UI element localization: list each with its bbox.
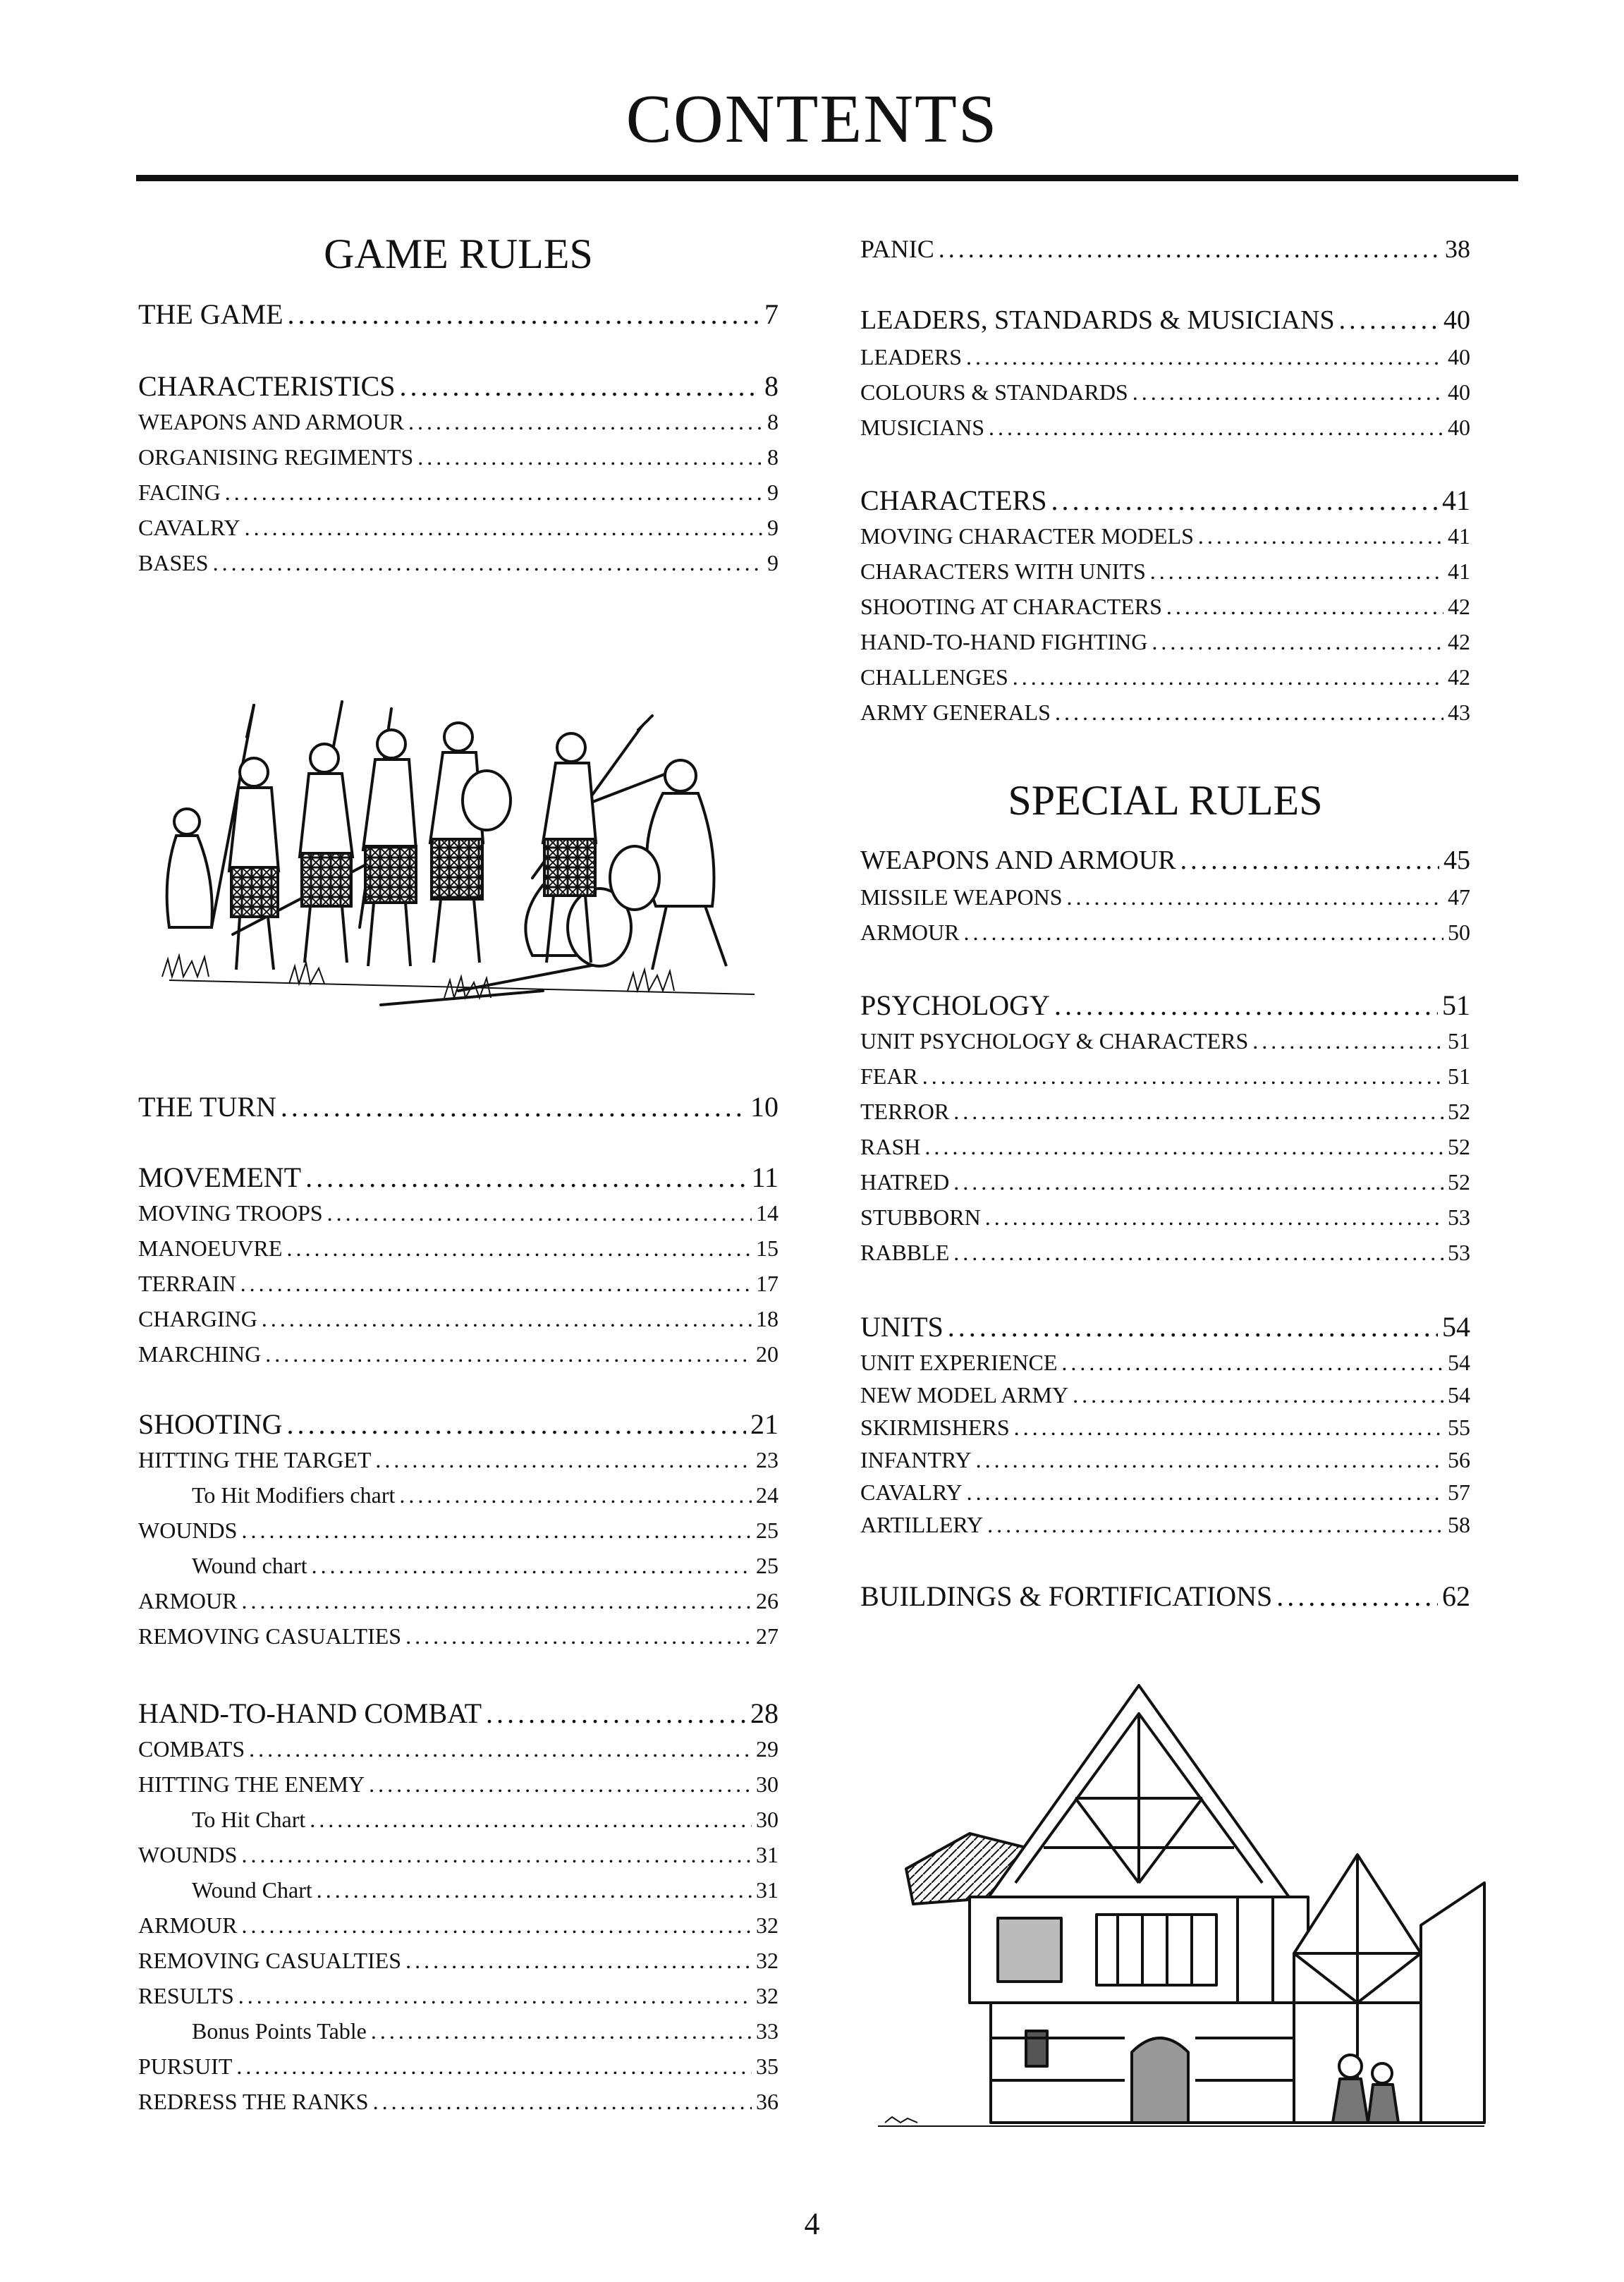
dot-leader [265, 1341, 752, 1367]
entry-label: COLOURS & STANDARDS [860, 379, 1128, 405]
toc-entry[interactable] [138, 1200, 779, 1226]
dot-leader [1061, 1350, 1443, 1376]
entry-label: CHARACTERS WITH UNITS [860, 559, 1146, 584]
toc-entry[interactable] [860, 884, 1470, 910]
entry-label: WOUNDS [138, 1842, 238, 1867]
toc-entry[interactable] [860, 594, 1470, 620]
dot-leader [310, 1807, 752, 1833]
toc-entry[interactable] [860, 1028, 1470, 1054]
toc-entry[interactable] [860, 845, 1470, 876]
entry-label: HAND-TO-HAND FIGHTING [860, 629, 1148, 654]
soldiers-illustration [148, 695, 769, 1019]
dot-leader [249, 1736, 752, 1762]
entry-page: 8 [767, 409, 779, 434]
dot-leader [1014, 1415, 1443, 1441]
dot-leader [405, 1623, 752, 1649]
entry-label: Wound Chart [192, 1877, 312, 1903]
entry-label: REMOVING CASUALTIES [138, 1623, 402, 1649]
entry-page: 32 [756, 1983, 779, 2008]
dot-leader [400, 370, 761, 403]
toc-entry[interactable] [860, 1204, 1470, 1231]
toc-entry[interactable] [138, 1161, 779, 1194]
entry-label: ARMY GENERALS [860, 700, 1051, 725]
entry-label: THE GAME [138, 298, 283, 330]
dot-leader [369, 1771, 752, 1798]
entry-page: 53 [1448, 1204, 1470, 1230]
entry-label: HATRED [860, 1169, 950, 1195]
toc-entry[interactable] [138, 1771, 779, 1798]
toc-entry[interactable] [860, 559, 1470, 585]
entry-label: PSYCHOLOGY [860, 989, 1050, 1021]
entry-label: PURSUIT [138, 2054, 233, 2079]
entry-label: To Hit Modifiers chart [192, 1482, 396, 1508]
entry-label: TERRAIN [138, 1271, 236, 1296]
dot-leader [1073, 1382, 1443, 1408]
entry-page: 32 [756, 1912, 779, 1938]
dot-leader [405, 1948, 752, 1974]
entry-label: LEADERS, STANDARDS & MUSICIANS [860, 305, 1335, 335]
entry-page: 57 [1448, 1479, 1470, 1505]
toc-entry[interactable] [860, 1415, 1470, 1441]
toc-entry[interactable] [860, 664, 1470, 690]
toc-entry[interactable] [138, 1306, 779, 1332]
entry-page: 8 [767, 444, 779, 470]
toc-entry[interactable] [138, 444, 779, 470]
toc-entry[interactable] [860, 415, 1470, 441]
entry-page: 36 [756, 2089, 779, 2114]
toc-entry[interactable] [138, 1408, 779, 1441]
entry-page: 54 [1442, 1311, 1470, 1343]
entry-label: STUBBORN [860, 1204, 981, 1230]
dot-leader [989, 415, 1443, 441]
toc-entry[interactable] [860, 1350, 1470, 1376]
entry-label: HITTING THE ENEMY [138, 1771, 365, 1797]
entry-label: MUSICIANS [860, 415, 985, 440]
entry-page: 8 [764, 370, 779, 402]
entry-label: WEAPONS AND ARMOUR [860, 846, 1176, 875]
entry-page: 28 [750, 1697, 779, 1729]
entry-page: 20 [756, 1341, 779, 1367]
entry-page: 23 [756, 1447, 779, 1472]
entry-label: CHALLENGES [860, 664, 1008, 690]
entry-label: SHOOTING AT CHARACTERS [860, 594, 1162, 619]
dot-leader [240, 1271, 752, 1297]
entry-page: 30 [756, 1807, 779, 1832]
entry-page: 42 [1448, 629, 1470, 654]
dot-leader [1339, 305, 1439, 336]
entry-label: HAND-TO-HAND COMBAT [138, 1697, 482, 1729]
entry-page: 9 [767, 550, 779, 575]
toc-entry[interactable] [138, 1090, 779, 1123]
entry-label: MOVEMENT [138, 1161, 302, 1193]
entry-page: 45 [1443, 846, 1470, 875]
entry-page: 51 [1448, 1063, 1470, 1089]
entry-page: 54 [1448, 1382, 1470, 1408]
dot-leader [987, 1512, 1443, 1538]
toc-entry[interactable] [138, 2054, 779, 2080]
dot-leader [213, 550, 763, 576]
dot-leader [953, 1240, 1443, 1266]
entry-page: 52 [1448, 1134, 1470, 1159]
entry-label: SHOOTING [138, 1408, 283, 1440]
toc-entry[interactable] [860, 1169, 1470, 1195]
left-column [138, 0, 779, 2282]
game-rules-heading: GAME RULES [324, 231, 593, 277]
entry-label: ARMOUR [860, 920, 960, 945]
entry-label: FACING [138, 480, 221, 505]
entry-page: 30 [756, 1771, 779, 1797]
toc-entry[interactable] [860, 1479, 1470, 1506]
dot-leader [241, 1588, 752, 1614]
toc-entry[interactable] [138, 1553, 779, 1579]
entry-page: 25 [756, 1518, 779, 1543]
entry-page: 24 [756, 1482, 779, 1508]
dot-leader [939, 234, 1441, 264]
dot-leader [373, 2089, 752, 2115]
entry-page: 17 [756, 1271, 779, 1296]
toc-entry[interactable] [860, 1512, 1470, 1538]
dot-leader [241, 1912, 752, 1939]
toc-entry[interactable] [860, 1580, 1470, 1613]
toc-entry[interactable] [860, 305, 1470, 336]
entry-page: 51 [1448, 1028, 1470, 1054]
toc-entry[interactable] [138, 298, 779, 331]
entry-page: 27 [756, 1623, 779, 1649]
entry-page: 9 [767, 515, 779, 540]
dot-leader [922, 1063, 1443, 1090]
dot-leader [286, 1235, 752, 1262]
entry-page: 29 [756, 1736, 779, 1762]
toc-entry[interactable] [860, 629, 1470, 655]
toc-entry[interactable] [138, 2018, 779, 2044]
toc-entry[interactable] [138, 1588, 779, 1614]
entry-label: REDRESS THE RANKS [138, 2089, 369, 2114]
entry-page: 32 [756, 1948, 779, 1973]
toc-entry[interactable] [860, 234, 1470, 264]
entry-page: 62 [1442, 1580, 1470, 1612]
entry-page: 31 [756, 1877, 779, 1903]
entry-label: THE TURN [138, 1091, 276, 1123]
entry-label: Bonus Points Table [192, 2018, 367, 2044]
dot-leader [238, 1983, 752, 2009]
entry-label: TERROR [860, 1099, 950, 1124]
dot-leader [288, 298, 760, 331]
dot-leader [948, 1310, 1438, 1343]
toc-entry[interactable] [138, 1697, 779, 1730]
dot-leader [281, 1090, 746, 1123]
toc-entry[interactable] [860, 523, 1470, 549]
entry-page: 47 [1448, 884, 1470, 910]
toc-entry[interactable] [860, 1134, 1470, 1160]
entry-label: BUILDINGS & FORTIFICATIONS [860, 1580, 1273, 1612]
entry-page: 43 [1448, 700, 1470, 725]
page-title: CONTENTS [625, 81, 999, 157]
entry-page: 21 [750, 1408, 779, 1440]
special-rules-heading: SPECIAL RULES [1008, 777, 1323, 824]
toc-entry[interactable] [860, 1099, 1470, 1125]
toc-entry[interactable] [860, 1063, 1470, 1090]
entry-label: BASES [138, 550, 209, 575]
entry-page: 7 [764, 298, 779, 330]
entry-label: To Hit Chart [192, 1807, 306, 1832]
entry-label: RABBLE [860, 1240, 950, 1265]
toc-entry[interactable] [138, 1341, 779, 1367]
entry-label: ORGANISING REGIMENTS [138, 444, 414, 470]
dot-leader [953, 1099, 1443, 1125]
entry-page: 54 [1448, 1350, 1470, 1375]
toc-entry[interactable] [138, 1912, 779, 1939]
dot-leader [1013, 664, 1443, 690]
toc-entry[interactable] [860, 1310, 1470, 1343]
toc-entry[interactable] [138, 515, 779, 541]
toc-entry[interactable] [138, 1736, 779, 1762]
entry-label: PANIC [860, 235, 934, 263]
entry-page: 25 [756, 1553, 779, 1578]
toc-entry[interactable] [138, 1235, 779, 1262]
toc-entry[interactable] [860, 1447, 1470, 1473]
dot-leader [312, 1553, 752, 1579]
entry-page: 40 [1448, 379, 1470, 405]
toc-entry[interactable] [138, 480, 779, 506]
entry-page: 31 [756, 1842, 779, 1867]
dot-leader [305, 1161, 747, 1194]
entry-label: ARMOUR [138, 1912, 238, 1938]
entry-label: MANOEUVRE [138, 1235, 283, 1261]
entry-page: 38 [1445, 235, 1470, 263]
toc-entry[interactable] [138, 1877, 779, 1903]
entry-label: MOVING CHARACTER MODELS [860, 523, 1194, 549]
dot-leader [399, 1482, 752, 1508]
toc-entry[interactable] [138, 370, 779, 403]
toc-entry[interactable] [138, 1807, 779, 1833]
toc-entry[interactable] [860, 344, 1470, 370]
dot-leader [262, 1306, 752, 1332]
dot-leader [1276, 1580, 1438, 1613]
entry-page: 55 [1448, 1415, 1470, 1440]
dot-leader [1132, 379, 1443, 405]
dot-leader [953, 1169, 1443, 1195]
entry-label: RASH [860, 1134, 921, 1159]
dot-leader [236, 2054, 752, 2080]
dot-leader [375, 1447, 752, 1473]
entry-label: FEAR [860, 1063, 918, 1089]
dot-leader [245, 515, 763, 541]
entry-label: MARCHING [138, 1341, 262, 1367]
toc-entry[interactable] [138, 1482, 779, 1508]
dot-leader [967, 1479, 1443, 1506]
entry-label: UNITS [860, 1311, 944, 1343]
dot-leader [1150, 559, 1443, 585]
toc-entry[interactable] [860, 920, 1470, 946]
entry-label: CHARGING [138, 1306, 257, 1331]
entry-page: 52 [1448, 1099, 1470, 1124]
dot-leader [1067, 884, 1443, 910]
dot-leader [985, 1204, 1443, 1231]
dot-leader [963, 920, 1443, 946]
entry-page: 40 [1443, 305, 1470, 335]
dot-leader [976, 1447, 1443, 1473]
entry-page: 56 [1448, 1447, 1470, 1472]
dot-leader [1252, 1028, 1443, 1054]
dot-leader [286, 1408, 746, 1441]
dot-leader [1051, 484, 1439, 517]
toc-entry[interactable] [138, 1518, 779, 1544]
entry-page: 10 [750, 1091, 779, 1123]
dot-leader [317, 1877, 752, 1903]
entry-label: MISSILE WEAPONS [860, 884, 1063, 910]
entry-page: 42 [1448, 594, 1470, 619]
entry-label: INFANTRY [860, 1447, 972, 1472]
entry-label: MOVING TROOPS [138, 1200, 323, 1226]
entry-page: 41 [1448, 523, 1470, 549]
toc-entry[interactable] [860, 379, 1470, 405]
entry-page: 26 [756, 1588, 779, 1613]
dot-leader [1055, 700, 1443, 726]
entry-page: 40 [1448, 344, 1470, 370]
toc-entry[interactable] [138, 550, 779, 576]
entry-label: CAVALRY [138, 515, 240, 540]
dot-leader [417, 444, 763, 470]
entry-label: LEADERS [860, 344, 962, 370]
entry-page: 50 [1448, 920, 1470, 945]
entry-page: 40 [1448, 415, 1470, 440]
entry-page: 52 [1448, 1169, 1470, 1195]
entry-page: 15 [756, 1235, 779, 1261]
entry-page: 42 [1448, 664, 1470, 690]
entry-label: ARMOUR [138, 1588, 238, 1613]
entry-label: UNIT EXPERIENCE [860, 1350, 1058, 1375]
entry-label: CAVALRY [860, 1479, 963, 1505]
toc-entry[interactable] [138, 409, 779, 435]
entry-page: 35 [756, 2054, 779, 2079]
dot-leader [486, 1697, 746, 1730]
toc-entry[interactable] [138, 1983, 779, 2009]
dot-leader [966, 344, 1443, 370]
dot-leader [1152, 629, 1443, 655]
entry-label: SKIRMISHERS [860, 1415, 1010, 1440]
entry-page: 33 [756, 2018, 779, 2044]
entry-label: WOUNDS [138, 1518, 238, 1543]
dot-leader [241, 1842, 752, 1868]
entry-page: 51 [1442, 989, 1470, 1021]
toc-entry[interactable] [860, 989, 1470, 1022]
toc-entry[interactable] [138, 1447, 779, 1473]
entry-page: 9 [767, 480, 779, 505]
entry-label: REMOVING CASUALTIES [138, 1948, 402, 1973]
toc-entry[interactable] [860, 1382, 1470, 1408]
toc-entry[interactable] [860, 1240, 1470, 1266]
dot-leader [241, 1518, 752, 1544]
building-illustration [864, 1671, 1502, 2137]
dot-leader [408, 409, 763, 435]
dot-leader [924, 1134, 1443, 1160]
entry-label: CHARACTERISTICS [138, 370, 396, 402]
page-number: 4 [804, 2207, 820, 2241]
toc-entry[interactable] [138, 1948, 779, 1974]
dot-leader [327, 1200, 752, 1226]
toc-entry[interactable] [138, 1271, 779, 1297]
toc-entry[interactable] [138, 1842, 779, 1868]
dot-leader [371, 2018, 752, 2044]
toc-entry[interactable] [860, 700, 1470, 726]
toc-entry[interactable] [138, 1623, 779, 1649]
toc-entry[interactable] [138, 2089, 779, 2115]
entry-label: ARTILLERY [860, 1512, 984, 1537]
entry-label: UNIT PSYCHOLOGY & CHARACTERS [860, 1028, 1249, 1054]
dot-leader [1166, 594, 1443, 620]
entry-label: HITTING THE TARGET [138, 1447, 372, 1472]
entry-page: 18 [756, 1306, 779, 1331]
entry-label: WEAPONS AND ARMOUR [138, 409, 404, 434]
entry-page: 53 [1448, 1240, 1470, 1265]
dot-leader [225, 480, 763, 506]
entry-page: 41 [1442, 484, 1470, 516]
entry-label: RESULTS [138, 1983, 234, 2008]
entry-label: CHARACTERS [860, 484, 1047, 516]
toc-entry[interactable] [860, 484, 1470, 517]
entry-label: NEW MODEL ARMY [860, 1382, 1069, 1408]
dot-leader [1180, 845, 1439, 876]
entry-page: 41 [1448, 559, 1470, 584]
entry-label: COMBATS [138, 1736, 245, 1762]
dot-leader [1054, 989, 1438, 1022]
entry-page: 58 [1448, 1512, 1470, 1537]
entry-page: 14 [756, 1200, 779, 1226]
entry-page: 11 [751, 1161, 779, 1193]
entry-label: Wound chart [192, 1553, 307, 1578]
dot-leader [1198, 523, 1443, 549]
